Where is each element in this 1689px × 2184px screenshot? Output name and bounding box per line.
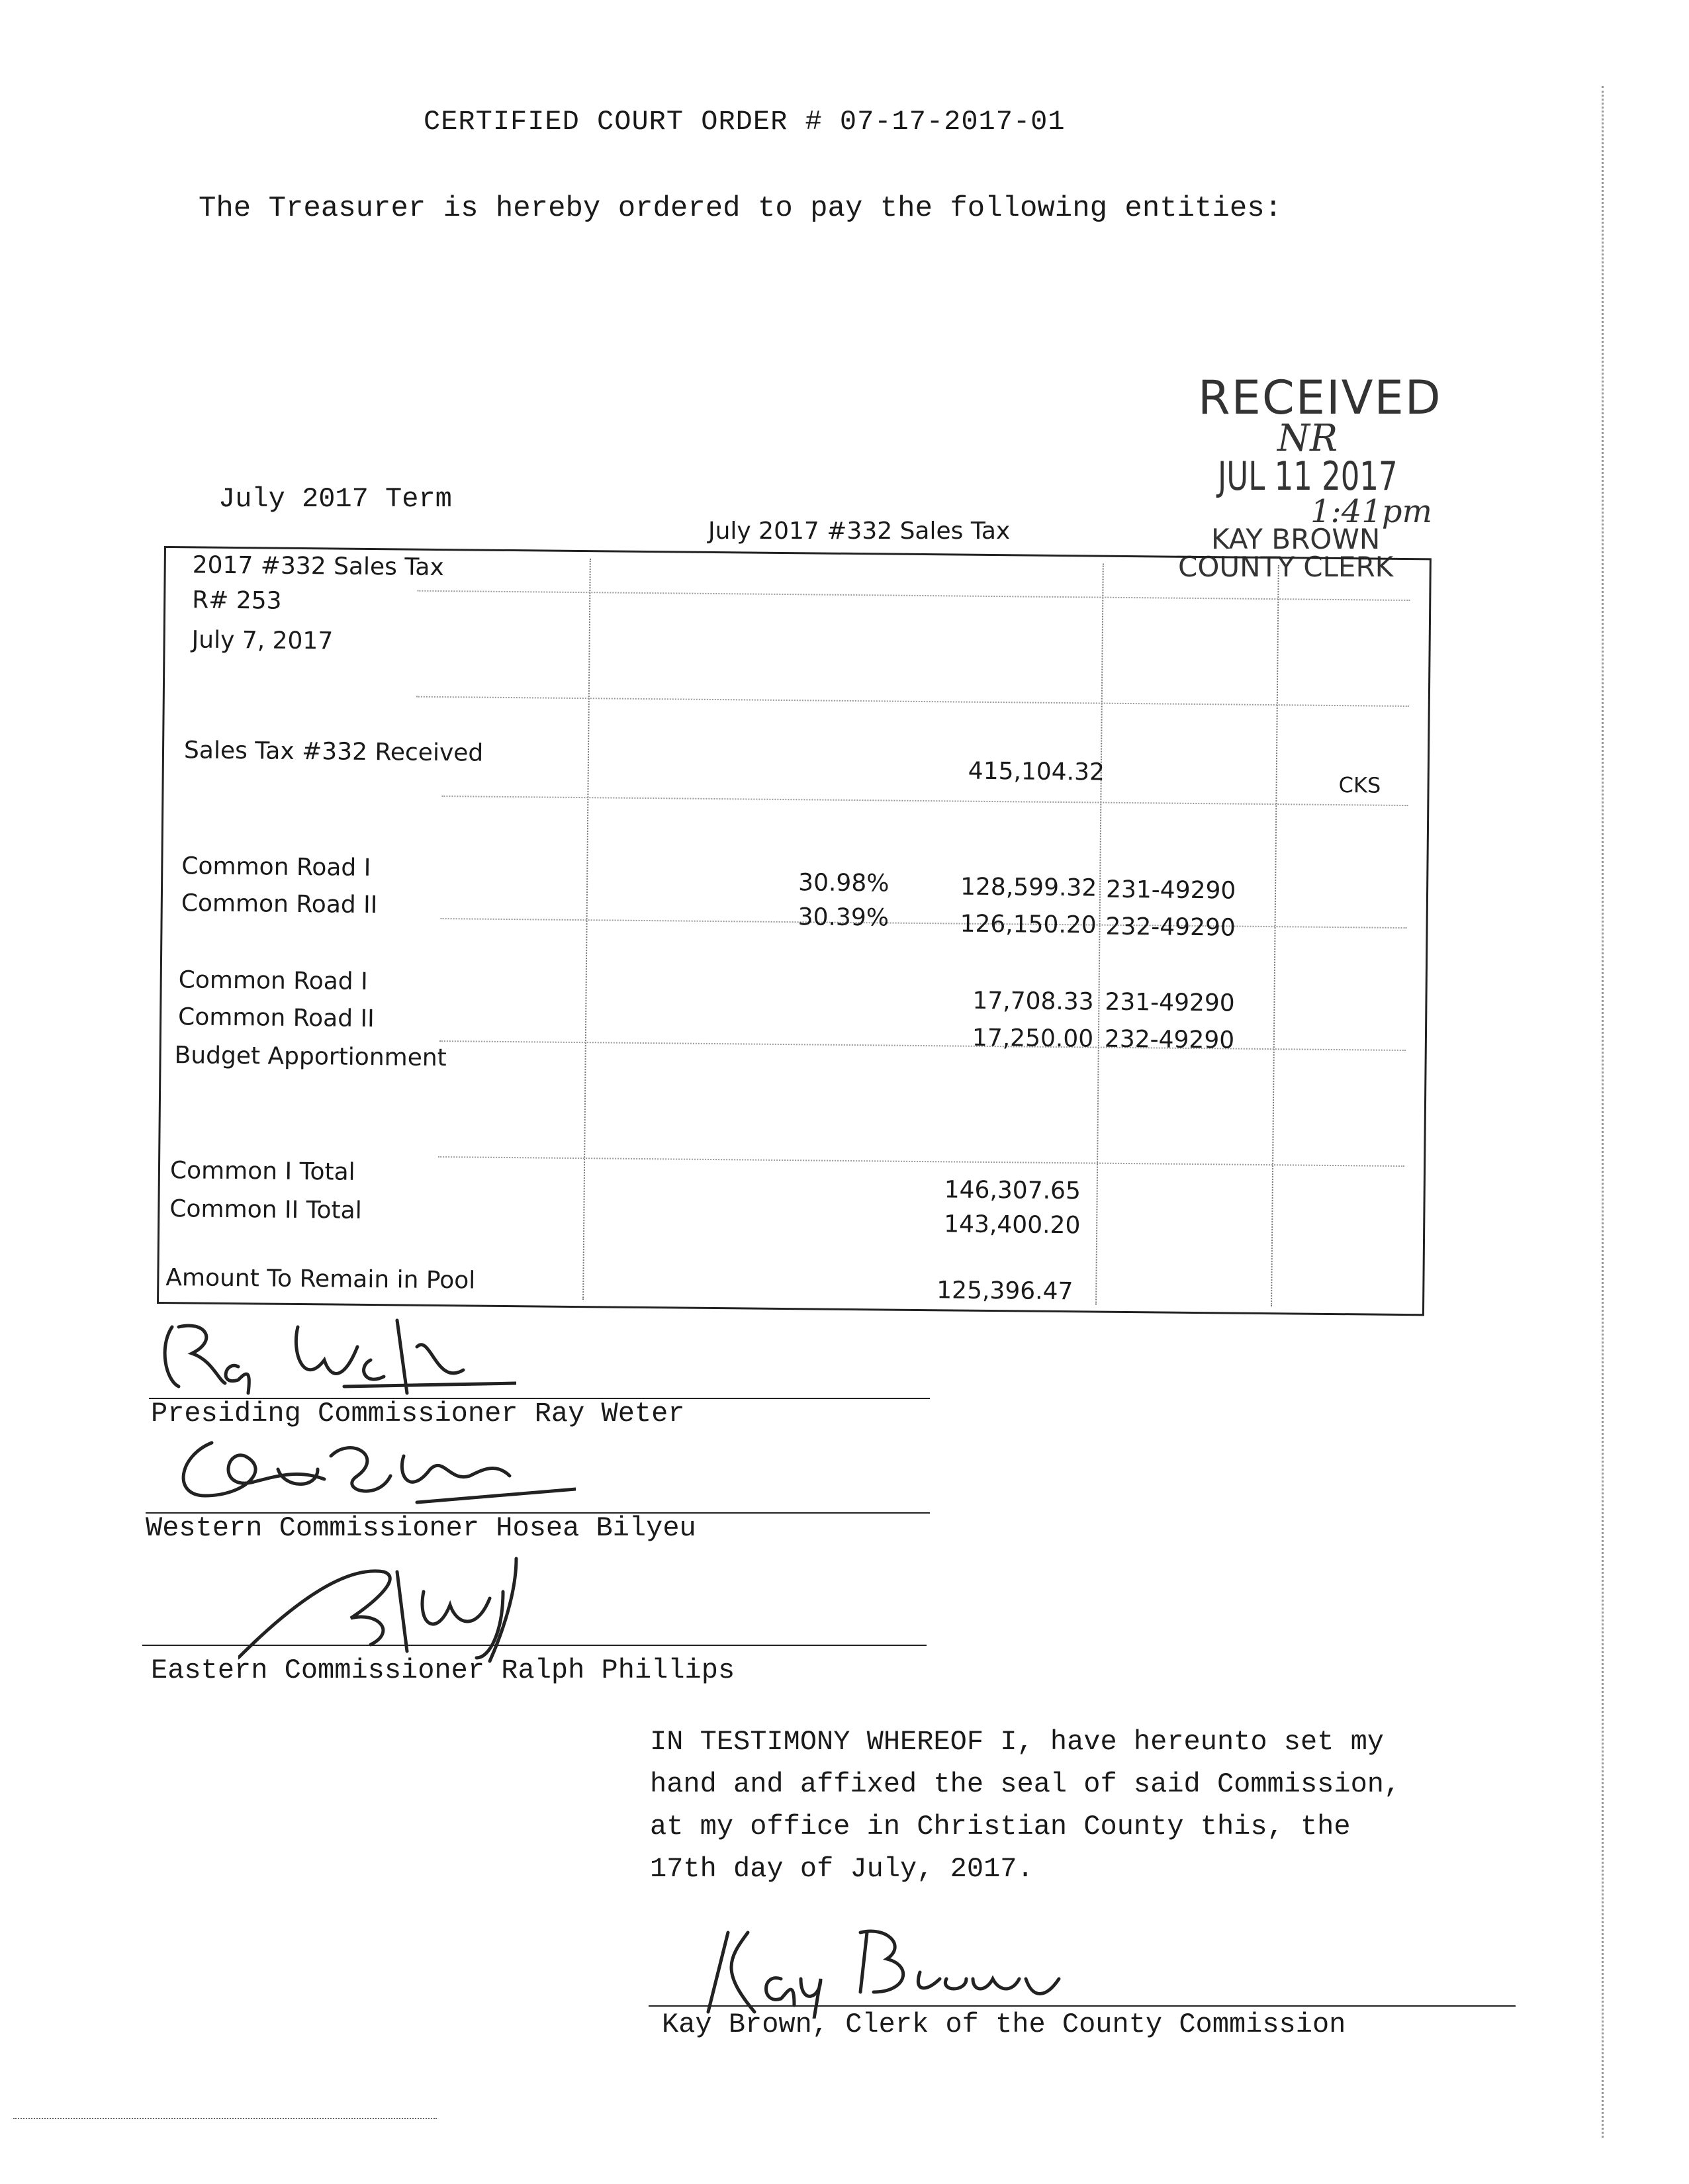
table-title: 2017 #332 Sales Tax — [192, 551, 444, 582]
presiding-commissioner-signature — [146, 1307, 516, 1406]
clerk-caption: Kay Brown, Clerk of the County Commission — [662, 2009, 1346, 2040]
intro-text: The Treasurer is hereby ordered to pay the following entities: — [199, 192, 1283, 225]
western-commissioner-signature — [165, 1430, 576, 1516]
eastern-commissioner-signature — [238, 1552, 582, 1664]
pool-amount: 125,396.47 — [936, 1277, 1073, 1306]
common-road-2-amount: 126,150.20 — [960, 910, 1097, 939]
term-label: July 2017 Term — [218, 483, 452, 515]
common-road-2-percent: 30.39% — [798, 903, 890, 932]
received-label: Sales Tax #332 Received — [183, 737, 484, 767]
common-2-total-amount: 143,400.20 — [944, 1210, 1081, 1240]
budget-apportionment-label: Budget Apportionment — [174, 1042, 447, 1072]
received-amount: 415,104.32 — [968, 757, 1105, 786]
common-road-2-label: Common Road II — [181, 889, 378, 919]
common-road-1-percent: 30.98% — [798, 869, 890, 897]
clerk-signature — [688, 1919, 1099, 2019]
common-2-total-label: Common II Total — [169, 1195, 362, 1224]
receipt-date: July 7, 2017 — [191, 626, 334, 655]
western-commissioner-caption: Western Commissioner Hosea Bilyeu — [146, 1512, 696, 1544]
sales-tax-table — [157, 546, 1432, 1316]
common-road-1-label: Common Road I — [181, 852, 371, 882]
common-road-1-budget-account: 231-49290 — [1105, 988, 1235, 1017]
stamp-date: JUL 11 2017 — [1218, 453, 1398, 500]
common-1-total-label: Common I Total — [169, 1157, 355, 1186]
scan-edge-line — [1602, 86, 1604, 2138]
cks-label: CKS — [1338, 772, 1381, 798]
stamp-initials: NR — [1277, 417, 1338, 460]
common-1-total-amount: 146,307.65 — [944, 1176, 1081, 1205]
scan-artifact-line — [13, 2118, 437, 2119]
common-road-1-account: 231-49290 — [1105, 876, 1236, 905]
stamp-time: 1:41pm — [1310, 493, 1433, 530]
stamp-office: COUNTY CLERK — [1178, 551, 1394, 583]
common-road-2-budget-amount: 17,250.00 — [972, 1024, 1094, 1053]
common-road-2-budget-label: Common Road II — [177, 1003, 375, 1033]
stamp-received: RECEIVED — [1198, 371, 1442, 425]
eastern-commissioner-caption: Eastern Commissioner Ralph Phillips — [151, 1655, 735, 1686]
stamp-name: KAY BROWN — [1211, 523, 1381, 555]
common-road-1-budget-amount: 17,708.33 — [972, 987, 1094, 1016]
presiding-commissioner-caption: Presiding Commissioner Ray Weter — [151, 1398, 685, 1430]
common-road-2-account: 232-49290 — [1105, 913, 1236, 942]
common-road-1-budget-label: Common Road I — [178, 966, 368, 995]
common-road-2-budget-account: 232-49290 — [1104, 1025, 1235, 1054]
pool-label: Amount To Remain in Pool — [165, 1264, 476, 1295]
document-title: CERTIFIED COURT ORDER # 07-17-2017-01 — [424, 106, 1066, 138]
testimony-text: IN TESTIMONY WHEREOF I, have hereunto set my hand and affixed the seal of said Commission, at my office in Christian County this, the 17th day of July, 2017. — [650, 1726, 1401, 1885]
table-header: July 2017 #332 Sales Tax — [708, 518, 1011, 545]
common-road-1-amount: 128,599.32 — [960, 873, 1097, 902]
receipt-number: R# 253 — [192, 586, 282, 615]
